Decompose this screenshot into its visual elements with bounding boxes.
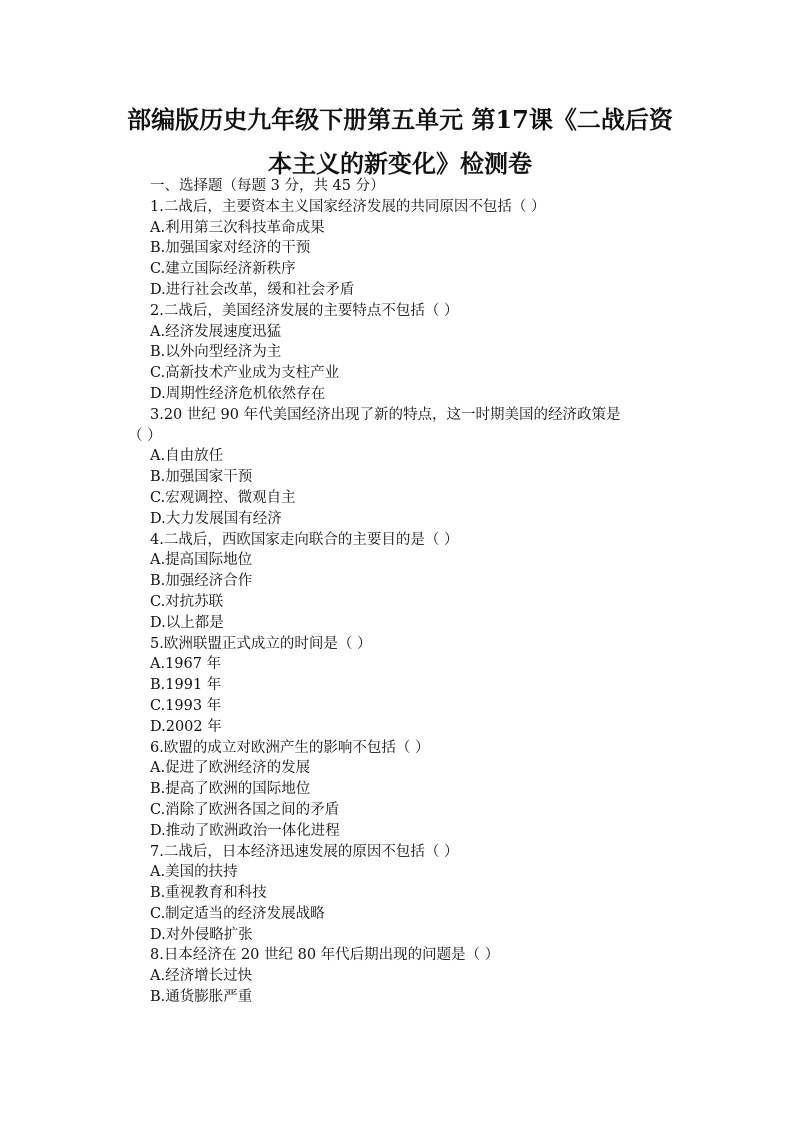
- option-b: B.通货膨胀严重: [150, 989, 253, 1006]
- question-stem: 1.二战后，主要资本主义国家经济发展的共同原因不包括（ ）: [150, 198, 546, 215]
- question-stem: 4.二战后，西欧国家走向联合的主要目的是（ ）: [150, 531, 459, 548]
- option-c: C.消除了欧洲各国之间的矛盾: [150, 801, 340, 818]
- question-stem: 2.二战后，美国经济发展的主要特点不包括（ ）: [150, 302, 459, 319]
- option-a: A.经济发展速度迅猛: [150, 323, 282, 340]
- option-a: A.利用第三次科技革命成果: [150, 219, 325, 236]
- option-a: A.经济增长过快: [150, 968, 253, 985]
- option-d: D.推动了欧洲政治一体化进程: [150, 822, 340, 839]
- option-d: D.周期性经济危机依然存在: [150, 385, 326, 402]
- question-5: [128, 634, 678, 738]
- option-c: C.宏观调控、微观自主: [150, 489, 296, 506]
- option-b: B.加强国家干预: [150, 469, 253, 486]
- option-b: B.重视教育和科技: [150, 885, 267, 902]
- option-b: B.1991 年: [150, 677, 222, 694]
- question-stem: 5.欧洲联盟正式成立的时间是（ ）: [150, 635, 372, 652]
- title-line-1: 部编版历史九年级下册第五单元 第17课《二战后资: [127, 105, 673, 134]
- option-d: D.大力发展国有经济: [150, 510, 282, 527]
- question-4: [128, 530, 678, 634]
- option-c: C.建立国际经济新秩序: [150, 261, 296, 278]
- option-d: D.对外侵略扩张: [150, 926, 253, 943]
- question-1: [128, 197, 678, 301]
- question-2: [128, 301, 678, 405]
- question-7: [128, 842, 678, 946]
- document-title: [110, 98, 690, 186]
- option-d: D.进行社会改革，缓和社会矛盾: [150, 281, 355, 298]
- question-stem: 6.欧盟的成立对欧洲产生的影响不包括（ ）: [150, 739, 430, 756]
- option-b: B.加强国家对经济的干预: [150, 240, 311, 257]
- option-a: A.美国的扶持: [150, 864, 238, 881]
- question-stem: 8.日本经济在 20 世纪 80 年代后期出现的问题是（ ）: [150, 947, 500, 964]
- option-d: D.2002 年: [150, 718, 222, 735]
- document-body: [128, 176, 678, 1008]
- option-a: A.自由放任: [150, 448, 224, 465]
- question-6: [128, 738, 678, 842]
- option-c: C.高新技术产业成为支柱产业: [150, 365, 340, 382]
- option-c: C.1993 年: [150, 697, 222, 714]
- option-c: C.制定适当的经济发展战略: [150, 905, 325, 922]
- option-a: A.促进了欧洲经济的发展: [150, 760, 311, 777]
- section-heading: 一、选择题（每题 3 分，共 45 分）: [150, 178, 385, 194]
- question-8: [128, 945, 678, 1007]
- question-stem: 7.二战后，日本经济迅速发展的原因不包括（ ）: [150, 843, 459, 860]
- question-3: [128, 405, 678, 530]
- option-a: A.提高国际地位: [150, 552, 253, 569]
- option-b: B.加强经济合作: [150, 573, 253, 590]
- option-d: D.以上都是: [150, 614, 224, 631]
- option-b: B.提高了欧洲的国际地位: [150, 781, 311, 798]
- option-a: A.1967 年: [150, 656, 222, 673]
- question-stem: 3.20 世纪 90 年代美国经济出现了新的特点，这一时期美国的经济政策是: [150, 406, 621, 423]
- question-stem-continuation: （ ）: [128, 427, 162, 444]
- title-line-2: 本主义的新变化》检测卷: [268, 149, 532, 178]
- option-b: B.以外向型经济为主: [150, 344, 282, 361]
- option-c: C.对抗苏联: [150, 593, 224, 610]
